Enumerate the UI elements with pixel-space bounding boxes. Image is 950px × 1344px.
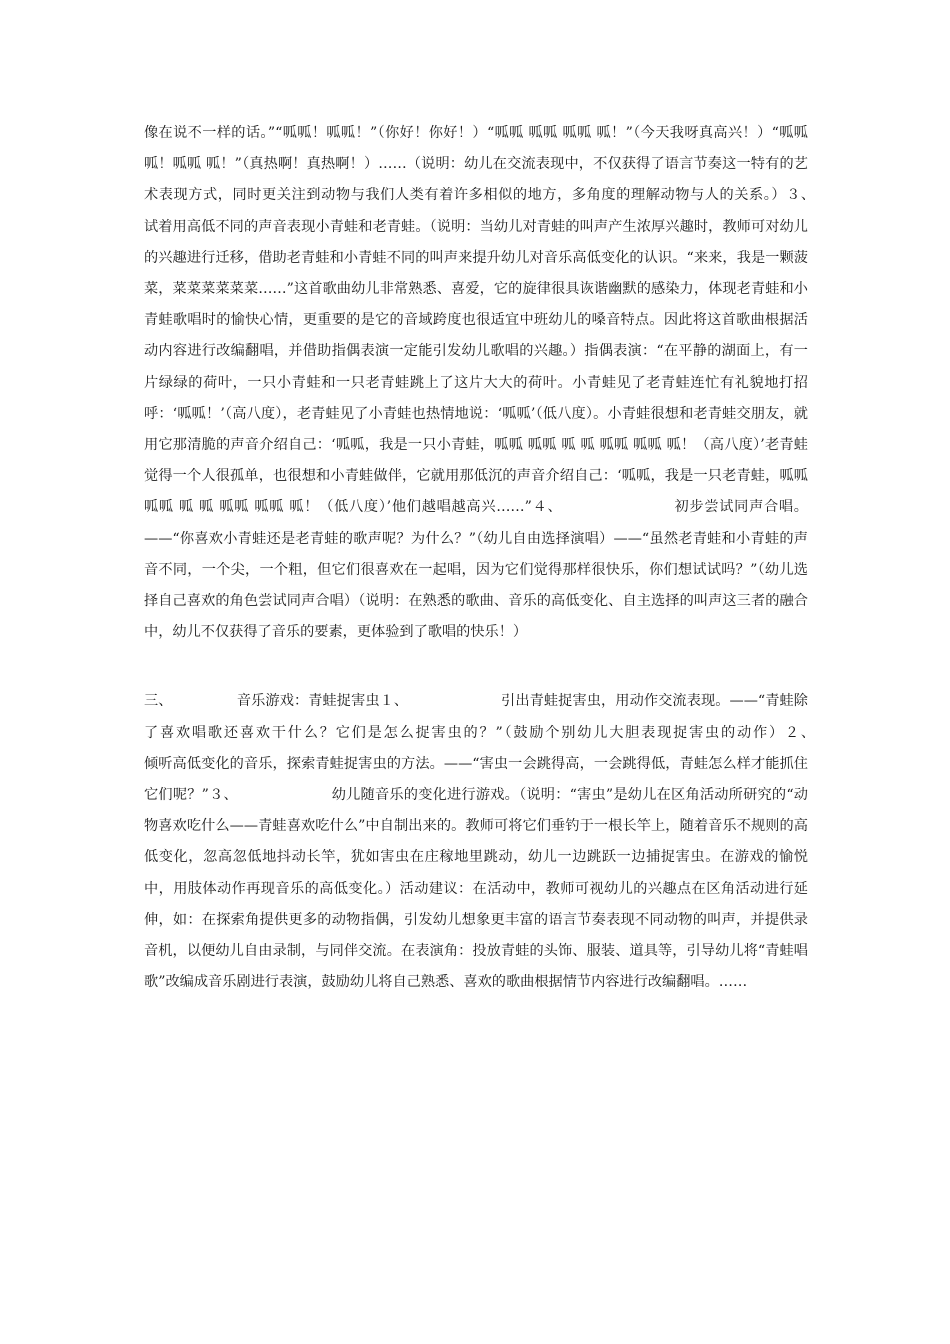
document-page — [144, 118, 908, 998]
paragraph-music-game: 三、 音乐游戏：青蛙捉害虫１、 引出青蛙捉害虫，用动作交流表现。——“青蛙除了喜欢唱歌还喜欢干什么？它们是怎么捉害虫的？”（鼓励个别幼儿大胆表现捉害虫的动作）２、 倾听高低变化的音乐，探索青蛙捉害虫的方法。——“害虫一会跳得高，一会跳得低，青蛙怎么样才能抓住它们呢？”３、 幼儿随音乐的变化进行游戏。（说明：“害虫”是幼儿在区角活动所研究的“动物喜欢吃什么——青蛙喜欢吃什么”中自制出来的。教师可将它们垂钓于一根长竿上，随着音乐不规则的高低变化，忽高忽低地抖动长竿，犹如害虫在庄稼地里跳动，幼儿一边跳跃一边捕捉害虫。在游戏的愉悦中，用肢体动作再现音乐的高低变化。）活动建议：在活动中，教师可视幼儿的兴趣点在区角活动进行延伸，如：在探索角提供更多的动物指偶，引发幼儿想象更丰富的语言节奏表现不同动物的叫声，并提供录音机，以便幼儿自由录制，与同伴交流。在表演角：投放青蛙的头饰、服装、道具等，引导幼儿将“青蛙唱歌”改编成音乐剧进行表演，鼓励幼儿将自己熟悉、喜欢的歌曲根据情节内容进行改编翻唱。…… — [144, 693, 908, 991]
paragraph-frog-singing: 像在说不一样的话。”“呱呱！呱呱！”（你好！你好！）“呱呱 呱呱 呱呱 呱！”（今天我呀真高兴！）“呱呱 呱！呱呱 呱！”（真热啊！真热啊！）……（说明：幼儿在交流表现中，不仅获得了语言节奏这一特有的艺术表现方式，同时更关注到动物与我们人类有着许多相似的地方，多角度的理解动物与人的关系。）３、 试着用高低不同的声音表现小青蛙和老青蛙。（说明：当幼儿对青蛙的叫声产生浓厚兴趣时，教师可对幼儿的兴趣进行迁移，借助老青蛙和小青蛙不同的叫声来提升幼儿对音乐高低变化的认识。“来来，我是一颗菠菜，菜菜菜菜菜菜……”这首歌曲幼儿非常熟悉、喜爱，它的旋律很具诙谐幽默的感染力，体现老青蛙和小青蛙歌唱时的愉快心情，更重要的是它的音域跨度也很适宜中班幼儿的嗓音特点。因此将这首歌曲根据活动内容进行改编翻唱，并借助指偶表演一定能引发幼儿歌唱的兴趣。）指偶表演：“在平静的湖面上，有一片绿绿的荷叶，一只小青蛙和一只老青蛙跳上了这片大大的荷叶。小青蛙见了老青蛙连忙有礼貌地打招呼：‘呱呱！’（高八度），老青蛙见了小青蛙也热情地说：‘呱呱’（低八度）。小青蛙很想和老青蛙交朋友，就用它那清脆的声音介绍自己：‘呱呱，我是一只小青蛙，呱呱 呱呱 呱 呱 呱呱 呱呱 呱！（高八度）’老青蛙觉得一个人很孤单，也很想和小青蛙做伴，它就用那低沉的声音介绍自己：‘呱呱，我是一只老青蛙，呱呱 呱呱 呱 呱 呱呱 呱呱 呱！（低八度）’他们越唱越高兴……”４、 初步尝试同声合唱。——“你喜欢小青蛙还是老青蛙的歌声呢？为什么？”（幼儿自由选择演唱）——“虽然老青蛙和小青蛙的声音不同，一个尖，一个粗，但它们很喜欢在一起唱，因为它们觉得那样很快乐，你们想试试吗？”（幼儿选择自己喜欢的角色尝试同声合唱）（说明：在熟悉的歌曲、音乐的高低变化、自主选择的叫声这三者的融合中，幼儿不仅获得了音乐的要素，更体验到了歌唱的快乐！） — [144, 125, 908, 641]
paragraph-spacer — [144, 648, 808, 686]
